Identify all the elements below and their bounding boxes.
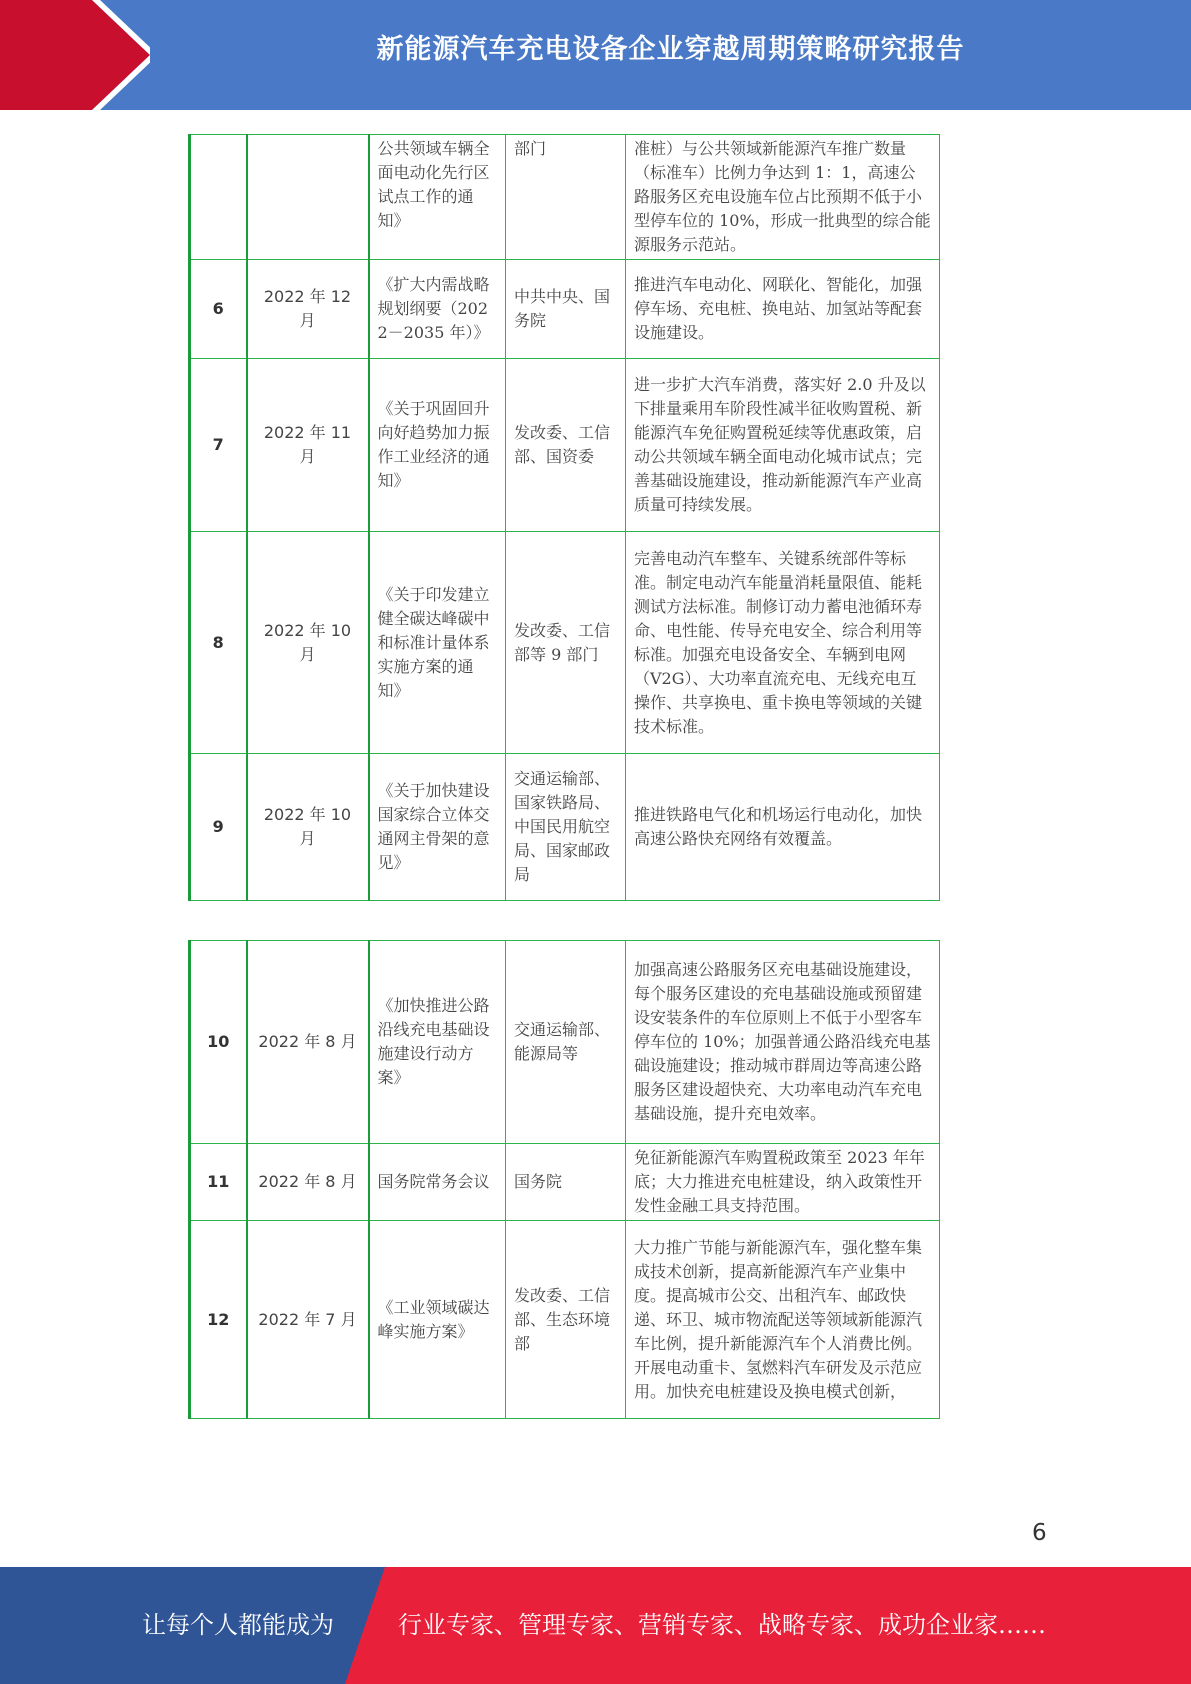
row-date: 2022 年 12 月 xyxy=(247,260,369,359)
row-content: 大力推广节能与新能源汽车，强化整车集成技术创新，提高新能源汽车产业集中度。提高城市公交、出租汽车、邮政快递、环卫、城市物流配送等领域新能源汽车比例，提升新能源汽车个人消费比例。开展电动重卡、氢燃料汽车研发及示范应用。加快充电桩建设及换电模式创新， xyxy=(626,1221,940,1419)
page-header xyxy=(0,0,1191,110)
row-date xyxy=(247,135,369,260)
row-department: 交通运输部、国家铁路局、中国民用航空局、国家邮政局 xyxy=(506,754,626,901)
table-row xyxy=(190,941,940,1144)
row-date: 2022 年 10 月 xyxy=(247,532,369,754)
row-policy-title: 《工业领域碳达峰实施方案》 xyxy=(369,1221,506,1419)
row-content: 准桩）与公共领域新能源汽车推广数量（标准车）比例力争达到 1：1，高速公路服务区充电设施车位占比预期不低于小型停车位的 10%，形成一批典型的综合能源服务示范站。 xyxy=(626,135,940,260)
table-row xyxy=(190,359,940,532)
page-number: 6 xyxy=(1032,1520,1047,1546)
footer-slogan-right: 行业专家、管理专家、营销专家、战略专家、成功企业家…… xyxy=(398,1611,1046,1639)
footer-slogan-left: 让每个人都能成为 xyxy=(142,1611,334,1639)
row-department: 交通运输部、能源局等 xyxy=(506,941,626,1144)
row-date: 2022 年 8 月 xyxy=(247,1144,369,1221)
row-policy-title: 《加快推进公路沿线充电基础设施建设行动方案》 xyxy=(369,941,506,1144)
row-date: 2022 年 7 月 xyxy=(247,1221,369,1419)
row-content: 完善电动汽车整车、关键系统部件等标准。制定电动汽车能量消耗量限值、能耗测试方法标准。制修订动力蓄电池循环寿命、电性能、传导充电安全、综合利用等标准。加强充电设备安全、车辆到电网（V2G）、大功率直流充电、无线充电互操作、共享换电、重卡换电等领域的关键技术标准。 xyxy=(626,532,940,754)
row-number: 8 xyxy=(190,532,247,754)
row-content: 加强高速公路服务区充电基础设施建设，每个服务区建设的充电基础设施或预留建设安装条件的车位原则上不低于小型客车停车位的 10%；加强普通公路沿线充电基础设施建设；推动城市群周边等高速公路服务区建设超快充、大功率电动汽车充电基础设施，提升充电效率。 xyxy=(626,941,940,1144)
row-number: 11 xyxy=(190,1144,247,1221)
table-row xyxy=(190,532,940,754)
page-footer xyxy=(0,1567,1191,1684)
row-department: 部门 xyxy=(506,135,626,260)
row-date: 2022 年 10 月 xyxy=(247,754,369,901)
table-row xyxy=(190,1144,940,1221)
red-chevron-icon xyxy=(0,0,150,110)
row-policy-title: 公共领域车辆全面电动化先行区试点工作的通知》 xyxy=(369,135,506,260)
row-number xyxy=(190,135,247,260)
table-row xyxy=(190,754,940,901)
row-content: 免征新能源汽车购置税政策至 2023 年年底；大力推进充电桩建设，纳入政策性开发性金融工具支持范围。 xyxy=(626,1144,940,1221)
policy-table-part-2 xyxy=(188,940,940,1419)
row-number: 12 xyxy=(190,1221,247,1419)
row-policy-title: 《关于加快建设国家综合立体交通网主骨架的意见》 xyxy=(369,754,506,901)
row-policy-title: 国务院常务会议 xyxy=(369,1144,506,1221)
row-date: 2022 年 11 月 xyxy=(247,359,369,532)
row-policy-title: 《关于印发建立健全碳达峰碳中和标准计量体系实施方案的通知》 xyxy=(369,532,506,754)
table-row xyxy=(190,260,940,359)
row-number: 7 xyxy=(190,359,247,532)
row-number: 10 xyxy=(190,941,247,1144)
table-row xyxy=(190,1221,940,1419)
table-row xyxy=(190,135,940,260)
row-department: 中共中央、国务院 xyxy=(506,260,626,359)
row-policy-title: 《关于巩固回升向好趋势加力振作工业经济的通知》 xyxy=(369,359,506,532)
row-department: 发改委、工信部、国资委 xyxy=(506,359,626,532)
row-date: 2022 年 8 月 xyxy=(247,941,369,1144)
report-title: 新能源汽车充电设备企业穿越周期策略研究报告 xyxy=(376,34,965,65)
row-department: 国务院 xyxy=(506,1144,626,1221)
row-policy-title: 《扩大内需战略规划纲要（2022－2035 年）》 xyxy=(369,260,506,359)
row-department: 发改委、工信部等 9 部门 xyxy=(506,532,626,754)
row-number: 9 xyxy=(190,754,247,901)
row-content: 推进汽车电动化、网联化、智能化，加强停车场、充电桩、换电站、加氢站等配套设施建设。 xyxy=(626,260,940,359)
row-content: 进一步扩大汽车消费，落实好 2.0 升及以下排量乘用车阶段性减半征收购置税、新能源汽车免征购置税延续等优惠政策，启动公共领域车辆全面电动化城市试点；完善基础设施建设，推动新能源汽车产业高质量可持续发展。 xyxy=(626,359,940,532)
row-content: 推进铁路电气化和机场运行电动化，加快高速公路快充网络有效覆盖。 xyxy=(626,754,940,901)
policy-table-part-1 xyxy=(188,134,940,901)
row-department: 发改委、工信部、生态环境部 xyxy=(506,1221,626,1419)
row-number: 6 xyxy=(190,260,247,359)
